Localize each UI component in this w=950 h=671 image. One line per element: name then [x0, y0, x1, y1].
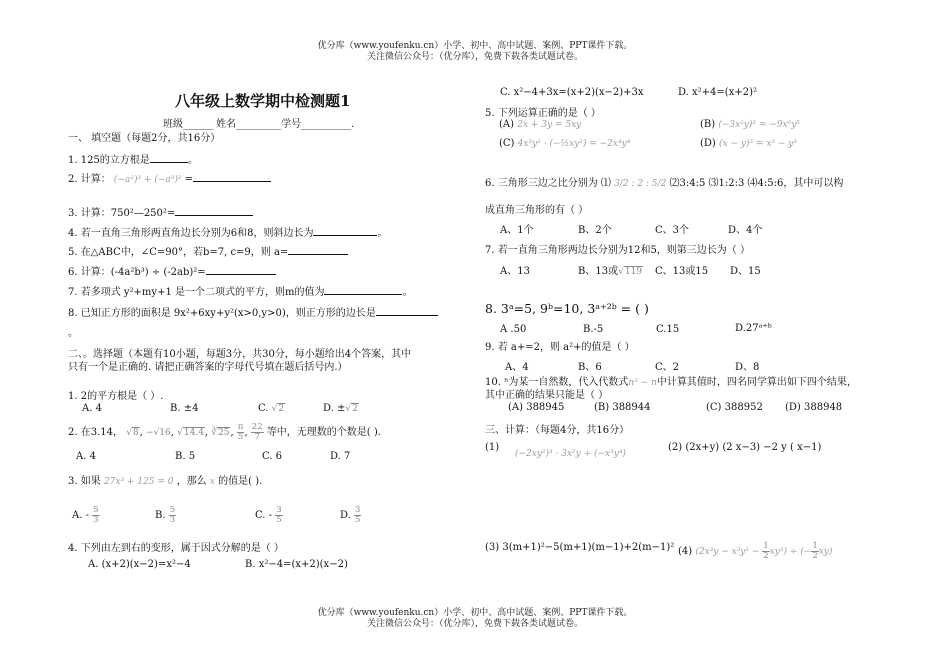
fill-question-2	[68, 170, 271, 185]
question-text: 4. 若一直角三角形两直角边长分别为6和8，则斜边长为	[68, 228, 314, 239]
ratio-1: 3/2 : 2 : 5/2	[614, 179, 667, 189]
sqrt-119: √119	[618, 267, 643, 277]
section-2-heading-line-2: 只有一个是正确的. 请把正确答案的字母代号填在题后括号内.）	[68, 362, 348, 373]
fill-question-3	[68, 204, 253, 219]
section-2-heading-line-1: 二、。选择题（本题有10小题，每题3分，共30分，每小题给出4个答案，其中	[68, 349, 412, 360]
fill-question-6	[68, 263, 276, 278]
sqrt-8: √8	[126, 428, 139, 438]
formula: n³ − n	[628, 378, 657, 388]
fraction-pi-5: $\frac{\pi}{5}$	[237, 422, 244, 442]
problem-label: (4)	[678, 546, 693, 557]
choice-2-option-b: B. 5	[175, 451, 196, 462]
answer-blank	[175, 205, 253, 216]
choice-question-9: 9. 若 a+=2，则 a²+的值是（ ）	[485, 342, 635, 353]
choice-10-line-2: 其中正确的结果只能是（ ）	[485, 390, 609, 401]
fraction	[354, 506, 361, 525]
choice-4-option-a: A. (x+2)(x−2)=x²−4	[88, 559, 191, 570]
question-text: 3. 如果	[68, 476, 101, 487]
choice-2-option-d: D. 7	[330, 451, 351, 462]
choice-4-option-b: B. x²−4=(x+2)(x−2)	[245, 559, 348, 570]
choice-6-option-b: B、2个	[578, 225, 612, 236]
choice-9-option-b: B、6	[578, 362, 602, 373]
question-text-end: 。	[187, 155, 198, 166]
fraction-half	[811, 542, 818, 561]
choice-2-option-c: C. 6	[262, 451, 283, 462]
choice-7-option-c: C、13或15	[655, 266, 709, 277]
variable-x: x	[209, 477, 215, 487]
answer-blank	[324, 284, 402, 295]
class-name-line: 班级______ 姓名_________学号__________.	[163, 119, 355, 130]
ratio-3: ⑶1:2:3	[708, 178, 745, 189]
choice-8-option-b: B.-5	[583, 324, 604, 335]
fraction-half	[762, 542, 769, 561]
question-text: 2. 计算：	[68, 174, 111, 185]
question-text: 7. 若多项式 y²+my+1 是一个二项式的平方，则m的值为	[68, 287, 325, 298]
radicand: 14.4	[183, 428, 204, 438]
fill-question-1	[68, 151, 198, 166]
sqrt-14-4: √14.4	[177, 428, 204, 438]
fill-question-8-end: 。	[68, 328, 78, 339]
formula-part: (2x³y − x³y² −	[695, 547, 763, 557]
choice-1-option-d	[323, 403, 359, 414]
page-title: 八年级上数学期中检测题1	[175, 92, 351, 110]
choice-10-option-d: (D) 388948	[785, 402, 843, 413]
footer-line-2: 关注微信公众号：（优分库），免费下载各类试题试卷。	[366, 619, 583, 629]
choice-4-option-c: C. x²−4+3x=(x+2)(x−2)+3x	[500, 87, 644, 98]
question-text: 6. 三角形三边之比分别为 ⑴	[485, 178, 611, 189]
radicand: 2	[352, 404, 358, 414]
option-label: (C)	[499, 138, 515, 149]
neg-sqrt-16: −√16	[146, 428, 171, 438]
question-text-end: 的值是( ).	[218, 476, 263, 487]
formula: 2x + 3y = 5xy	[517, 120, 582, 130]
choice-question-6	[485, 174, 843, 189]
choice-8-option-d: D.27ᵃ⁺ᵇ	[735, 323, 772, 334]
choice-5-option-c	[499, 138, 630, 149]
option-label: D. ±	[323, 403, 346, 414]
fraction	[169, 506, 176, 525]
question-text: 8. 已知正方形的面积是 9x²+6xy+y²(x>0,y>0)，则正方形的边长是	[68, 308, 376, 319]
choice-6-option-a: A、1个	[500, 225, 534, 236]
ratio-4: ⑷4:5:6	[747, 178, 784, 189]
question-text: 1. 125的立方根是	[68, 155, 150, 166]
question-text-end: 。	[377, 228, 388, 239]
numerator: 5	[169, 505, 176, 515]
choice-3-option-a	[72, 506, 100, 525]
question-text: 10. ⁿ为某一自然数，代入代数式	[485, 377, 629, 388]
choice-7-option-a: A、13	[500, 266, 530, 277]
formula: (x − y)³ = x³ − y³	[719, 139, 797, 149]
sqrt-2: √2	[345, 404, 358, 414]
denominator: 3	[93, 515, 99, 525]
choice-3-option-d	[340, 506, 361, 525]
choice-1-option-c	[258, 403, 285, 414]
option-label: C. -	[255, 510, 273, 521]
question-text: 6. 计算：(-4a²b³) ÷ (-2ab)²=	[68, 267, 206, 278]
fill-question-8	[68, 304, 438, 319]
question-text-end: 。	[402, 287, 413, 298]
calc-problem-2: (2) (2x+y) (2 x−3) −2 y ( x−1)	[668, 442, 822, 453]
choice-5-option-d	[700, 138, 797, 149]
denominator: 2	[763, 551, 769, 561]
option-label: D.	[340, 510, 351, 521]
choice-9-option-c: C、2	[655, 362, 680, 373]
option-label: C.	[258, 403, 269, 414]
choice-6-option-c: C、3个	[655, 225, 690, 236]
question-text-end: 中计算其值时，四名同学算出如下四个结果，	[656, 377, 857, 388]
choice-4-option-d: D. x²+4=(x+2)²	[678, 87, 757, 98]
choice-8-option-a: A .50	[500, 324, 527, 335]
question-text-end: ，其中可以构	[783, 178, 844, 189]
section-1-heading: 一、 填空题（每题2分，共16分）	[68, 133, 221, 144]
choice-9-option-a: A、4	[505, 362, 529, 373]
header-line-1: 优分库（www.youfenku.cn）小学、初中、高中试题、案例、PPT课件下载。	[317, 41, 633, 51]
option-label: (A)	[499, 119, 515, 130]
question-text-end: 等中，无理数的个数是( ).	[266, 427, 381, 438]
question-text: 3. 计算：750²—250²=	[68, 208, 176, 219]
option-label: (D)	[700, 138, 716, 149]
choice-question-8: 8. 3ᵃ=5, 9ᵇ=10, 3ᵃ⁺²ᵇ = ( )	[485, 301, 649, 316]
formula: 27x³ + 125 = 0	[103, 477, 174, 487]
numerator: 3	[355, 505, 361, 515]
choice-6-option-d: D、4个	[728, 225, 763, 236]
calc-problem-1: (1)	[485, 442, 500, 453]
question-text-mid: ，那么	[176, 476, 207, 487]
fraction-22-7: $\frac{22}{7}$	[251, 422, 263, 442]
question-text: 2. 在3.14，	[68, 427, 123, 438]
calc-problem-1-formula: (−2xy²)³ · 3x²y ÷ (−x³y⁴)	[515, 449, 626, 459]
option-label: (B)	[700, 119, 716, 130]
formula: (−a²)³ + (−a³)²	[113, 175, 182, 185]
choice-1-option-b: B. ±4	[170, 403, 199, 414]
choice-7-option-d: D、15	[730, 266, 761, 277]
formula-part: xy³) ÷ (−	[769, 547, 812, 557]
choice-5-option-a	[499, 119, 581, 130]
numerator: 3	[276, 505, 282, 515]
ratio-2: ⑵3:4:5	[669, 178, 706, 189]
choice-5-option-b	[700, 119, 800, 130]
answer-blank	[206, 264, 276, 275]
formula: 4x³y² · (−½xy²) = −2x⁴y⁴	[517, 139, 631, 149]
choice-10-option-a: (A) 388945	[508, 402, 565, 413]
option-label: A. -	[72, 510, 89, 521]
calc-problem-3: (3) 3(m+1)²−5(m+1)(m−1)+2(m−1)²	[485, 542, 675, 553]
fill-question-7	[68, 283, 412, 298]
answer-blank	[150, 152, 188, 163]
answer-blank	[288, 244, 348, 255]
denominator: 5	[355, 515, 361, 525]
radicand: 2	[278, 404, 285, 414]
denominator: 3	[169, 515, 176, 525]
answer-blank	[313, 225, 377, 236]
formula: (−3x²y)³ = −9x⁶y³	[718, 120, 800, 130]
numerator: 1	[763, 541, 769, 551]
header-line-2: 关注微信公众号：（优分库），免费下载各类试题试卷。	[366, 52, 583, 62]
choice-question-1: 1. 2的平方根是（ ）.	[68, 391, 164, 402]
calc-problem-4	[678, 542, 832, 561]
choice-3-option-b	[155, 506, 176, 525]
footer-line-1: 优分库（www.youfenku.cn）小学、初中、高中试题、案例、PPT课件下载。	[317, 608, 633, 618]
choice-10-option-c: (C) 388952	[706, 402, 763, 413]
fill-question-4	[68, 224, 387, 239]
choice-question-2: 2. 在3.14， √8, −√16, √14.4, ∛25, $\frac{\pi}{5}$ , $\frac{22}{7}$ 等中，无理数的个数是( ).	[68, 422, 381, 442]
option-label: B.	[155, 510, 166, 521]
denominator: 2	[812, 551, 818, 561]
sqrt-2: √2	[271, 404, 285, 414]
numerator: 1	[812, 541, 818, 551]
fraction	[275, 506, 282, 525]
fraction	[92, 506, 99, 525]
denominator: 5	[276, 515, 282, 525]
radicand: 8	[132, 428, 139, 438]
choice-question-7: 7. 若一直角三角形两边长分别为12和5，则第三边长为（ ）	[485, 245, 750, 256]
choice-8-option-c: C.15	[656, 324, 680, 335]
radicand: 25	[218, 428, 230, 438]
choice-2-option-a: A. 4	[76, 451, 96, 462]
answer-blank	[193, 171, 271, 182]
fill-question-5	[68, 243, 348, 258]
answer-blank	[376, 305, 438, 316]
choice-question-5: 5. 下列运算正确的是（ ）	[485, 108, 601, 119]
numerator: 5	[93, 505, 99, 515]
option-label: B、13或	[578, 266, 619, 277]
choice-question-4: 4. 下列由左到右的变形，属于因式分解的是（ ）	[68, 543, 284, 554]
choice-7-option-b	[578, 262, 643, 277]
question-text-end: =	[184, 174, 194, 185]
radicand: 119	[624, 267, 643, 277]
choice-question-3	[68, 472, 262, 487]
choice-3-option-c	[255, 506, 283, 525]
section-3-heading: 三、计算：（每题4分，共16分）	[485, 425, 630, 436]
choice-1-option-a: A. 4	[82, 403, 102, 414]
choice-6-line-2: 成直角三角形的有（ ）	[485, 205, 589, 216]
choice-10-option-b: (B) 388944	[594, 402, 651, 413]
cbrt-25: ∛25	[211, 428, 230, 438]
question-text: 5. 在△ABC中，∠C=90°，若b=7, c=9，则 a=	[68, 247, 289, 258]
formula-part: xy)	[818, 547, 833, 557]
choice-9-option-d: D、8	[735, 362, 760, 373]
